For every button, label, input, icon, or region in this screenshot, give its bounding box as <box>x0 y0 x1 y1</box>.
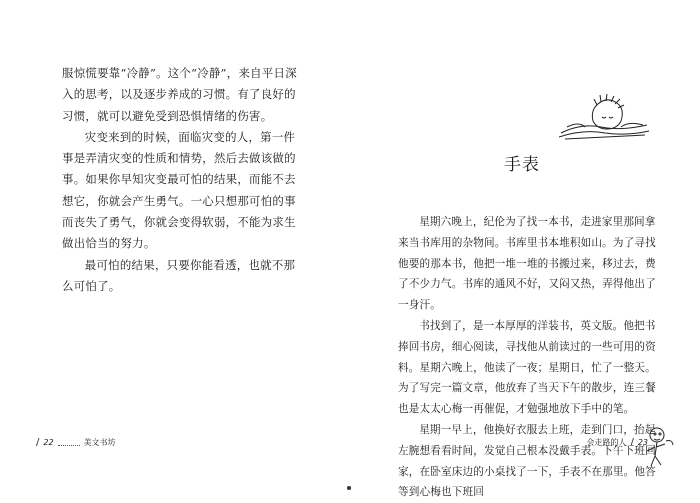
left-paragraph-3: 最可怕的结果，只要你能看透，也就不那么可怕了。 <box>62 257 296 293</box>
left-paragraph-2: 灾变来到的时候，面临灾变的人，第一件事是弄清灾变的性质和情势，然后去做该做的事。如果你早知灾变最可怕的结果，而能不去想它，你就会产生勇气。一心只想那可怕的事而丧失了勇气，你就会变得软弱，不能为求生做出恰当的努力。 <box>62 129 296 251</box>
gutter-mark <box>347 486 351 490</box>
footer-slash-icon: / <box>36 437 40 448</box>
right-footer <box>586 437 648 448</box>
left-paragraph-1: 服惊慌要靠“冷静”。这个“冷静”，来自平日深入的思考，以及逐步养成的习惯。有了良好的习惯，就可以避免受到恐惧情绪的伤害。 <box>62 66 297 123</box>
footer-ornament-icon <box>58 439 80 446</box>
reading-boy-illustration-icon <box>555 93 653 145</box>
right-paragraph-3: 星期一早上，他换好衣服去上班，走到门口，抬起左腕想看看时间，发觉自己根本没戴手表。下午下班回家，在卧室床边的小桌找了一下，手表不在那里。他答等到心梅也下班回 <box>398 423 656 499</box>
right-paragraph-2: 书找到了，是一本厚厚的洋装书，英文版。他把书捧回书房，细心阅读，寻找他从前读过的一些可用的资料。星期六晚上，他读了一夜；星期日，忙了一整天。为了写完一篇文章，他放弃了当天下午的散步，连三餐也是太太心梅一再催促，才勉强地放下手中的笔。 <box>398 319 656 416</box>
right-paragraph-1: 星期六晚上，纪伦为了找一本书，走进家里那间拿来当书库用的杂物间。书库里书本堆积如山。为了寻找他要的那本书，他把一堆一堆的书搬过来，移过去，费了不少力气。书库的通风不好，又闷又热，弄得他出了一身汗。 <box>398 216 656 312</box>
right-page-body <box>398 212 660 503</box>
right-footer-section-title: 会走路的人 <box>586 438 627 447</box>
left-footer-book-title: 美文书坊 <box>83 438 116 447</box>
right-page-number: 23 <box>637 438 648 447</box>
footer-slash-icon: / <box>630 437 634 448</box>
left-page-number: 22 <box>43 438 54 447</box>
doodle-figure-icon <box>642 425 676 469</box>
left-page-body <box>62 63 298 297</box>
left-footer <box>32 437 116 448</box>
chapter-title: 手表 <box>504 155 540 175</box>
